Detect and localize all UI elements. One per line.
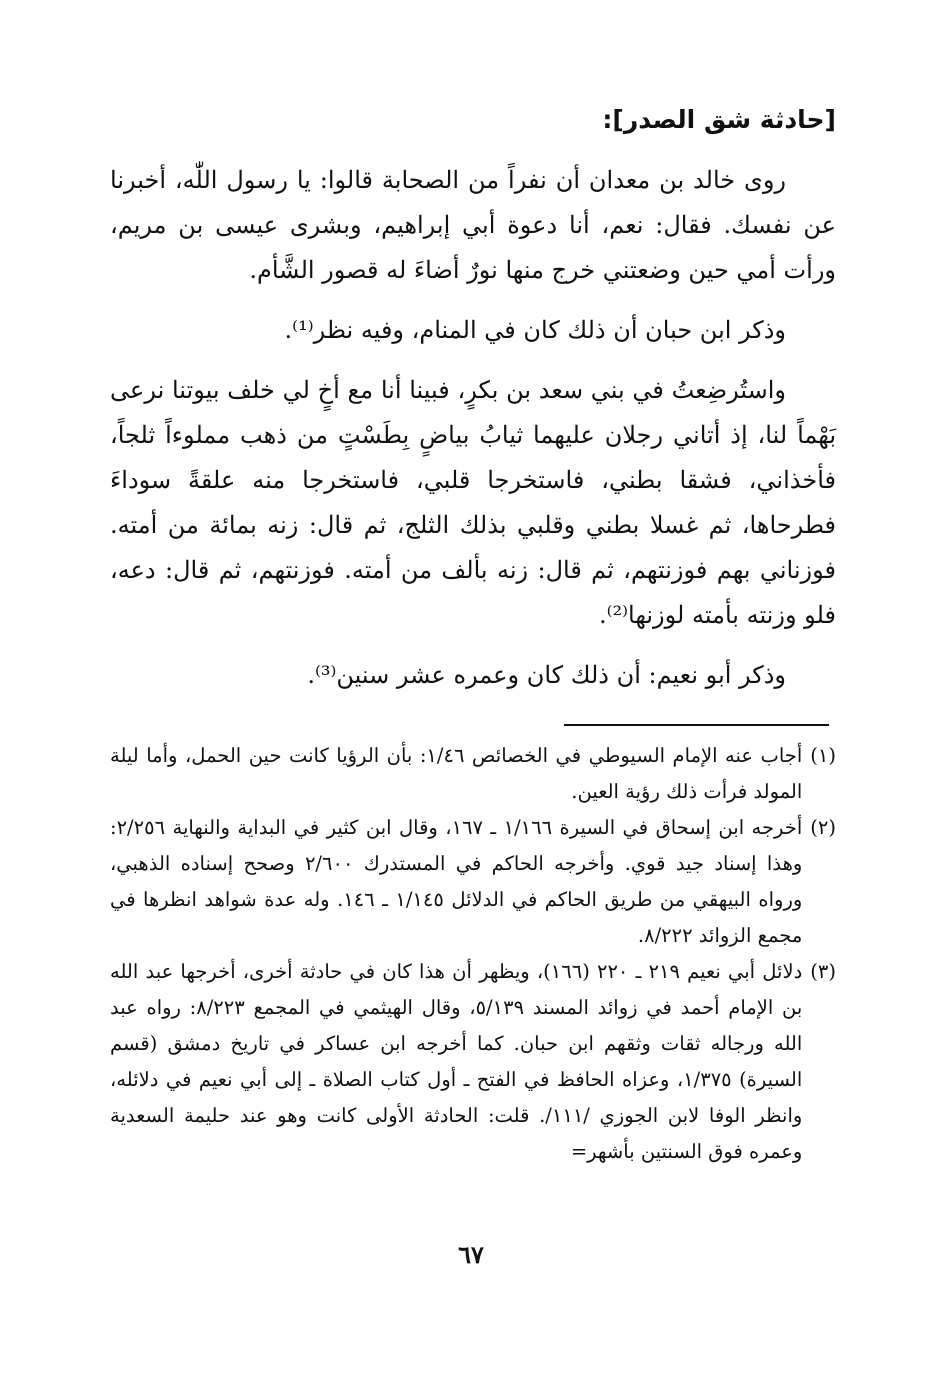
footnote-text: أخرجه ابن إسحاق في السيرة ١/١٦٦ ـ ١٦٧، وقال ابن كثير في البداية والنهاية ٢/٢٥٦: وهذا إسناد جيد قوي. وأخرجه الحاكم في المستدرك ٢/٦٠٠ وصحح إسناده الذهبي، ورواه البيهقي من طريق الحاكم في الدلائل ١/١٤٥ ـ ١٤٦. وله عدة شواهد انظرها في مجمع الزوائد ٨/٢٢٢. xyxy=(110,816,803,947)
paragraph-1: روى خالد بن معدان أن نفراً من الصحابة قالوا: يا رسول اللّٰه، أخبرنا عن نفسك. فقال: نعم، أنا دعوة أبي إبراهيم، وبشرى عيسى بن مريم، ورأت أمي حين وضعتني خرج منها نورٌ أضاءَ له قصور الشَّأم. xyxy=(110,166,837,284)
paragraph-4: وذكر أبو نعيم: أن ذلك كان وعمره عشر سنين⁽³⁾. xyxy=(307,661,786,689)
footnote-1 xyxy=(110,738,836,810)
footnote-number: (٣) xyxy=(810,960,836,983)
paragraph-3: واستُرضِعتُ في بني سعد بن بكرٍ، فبينا أنا مع أخٍ لي خلف بيوتنا نرعى بَهْماً لنا، إذ أتاني رجلان عليهما ثيابُ بياضٍ بِطَسْتٍ من ذهب مملوءاً ثلجاً، فأخذاني، فشقا بطني، فاستخرجا قلبي، فاستخرجا منه علقةً سوداءَ فطرحاها، ثم غسلا بطني وقلبي بذلك الثلج، ثم قال: زنه بمائة من أمته. فوزناني بهم فوزنتهم، ثم قال: زنه بألف من أمته. فوزنتهم، ثم قال: دعه، فلو وزنته بأمته لوزنها⁽²⁾. xyxy=(110,376,836,629)
footnote-separator xyxy=(564,724,829,726)
page-number: ٦٧ xyxy=(458,1240,484,1269)
footnotes xyxy=(110,738,836,1170)
footnote-2 xyxy=(110,810,836,954)
footnote-3 xyxy=(110,954,836,1170)
footnote-text: دلائل أبي نعيم ٢١٩ ـ ٢٢٠ (١٦٦)، ويظهر أن هذا كان في حادثة أخرى، أخرجها عبد الله بن الإمام أحمد في زوائد المسند ٥/١٣٩، وقال الهيثمي في المجمع ٨/٢٢٣: رواه عبد الله ورجاله ثقات وثقهم ابن حبان. كما أخرجه ابن عساكر في تاريخ دمشق (قسم السيرة) ١/٣٧٥، وعزاه الحافظ في الفتح ـ أول كتاب الصلاة ـ إلى أبي نعيم في دلائله، وانظر الوفا لابن الجوزي /١١١/. قلت: الحادثة الأولى كانت وهو عند حليمة السعدية وعمره فوق السنتين بأشهر= xyxy=(110,960,803,1163)
footnote-number: (١) xyxy=(810,744,836,767)
footnote-number: (٢) xyxy=(810,816,836,839)
footnote-text: أجاب عنه الإمام السيوطي في الخصائص ١/٤٦: بأن الرؤيا كانت حين الحمل، وأما ليلة المولد فرأت ذلك رؤية العين. xyxy=(110,744,803,803)
section-heading: [حادثة شق الصدر]: xyxy=(602,105,836,134)
paragraph-2: وذكر ابن حبان أن ذلك كان في المنام، وفيه نظر⁽¹⁾. xyxy=(284,316,786,344)
main-text xyxy=(110,158,836,713)
